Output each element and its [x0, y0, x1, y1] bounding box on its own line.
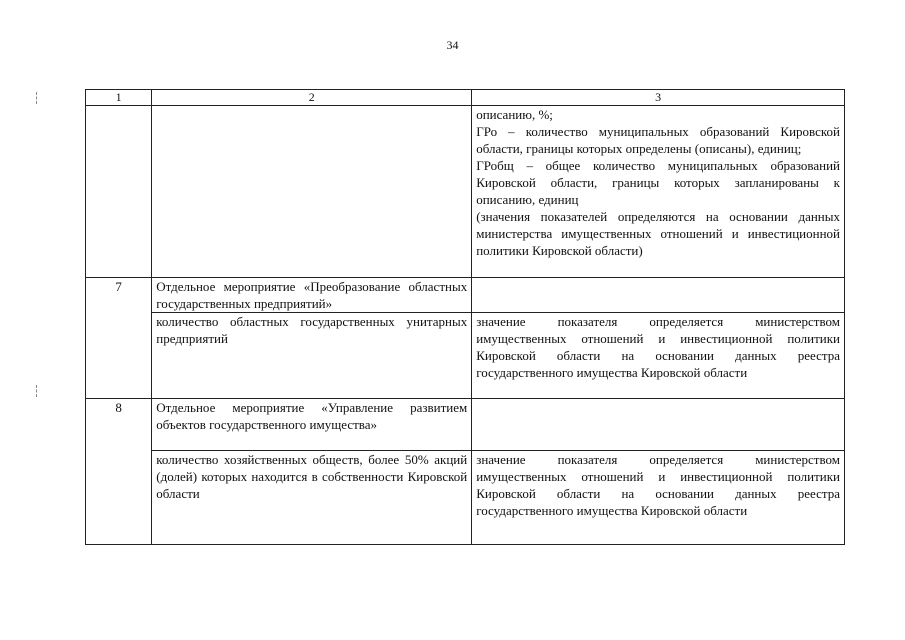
- table-row-8-indicator: [86, 451, 845, 545]
- column-header-1: 1: [86, 90, 152, 106]
- activity-cell-empty: [472, 399, 845, 451]
- column-header-2: 2: [152, 90, 472, 106]
- indicator-table: [85, 89, 845, 545]
- page-number: 34: [446, 38, 459, 52]
- continuation-line: (значения показателей определяются на основании данных министерства имущественных отношений и инвестиционной политики Кировской области): [476, 209, 840, 258]
- continuation-line: ГРобщ – общее количество муниципальных образований Кировской области, границы которых запланированы к описанию, единиц: [476, 158, 840, 207]
- margin-binding-mark-top: [36, 92, 38, 104]
- table-row-8-activity: [86, 399, 845, 451]
- table-row-continuation: [86, 106, 845, 278]
- activity-cell: Отдельное мероприятие «Управление развитием объектов государственного имущества»: [152, 399, 472, 451]
- activity-cell-empty: [472, 278, 845, 313]
- cell-activity-empty: [152, 106, 472, 278]
- table-row-7-activity: [86, 278, 845, 313]
- method-cell: значение показателя определяется министерством имущественных отношений и инвестиционной политики Кировской области на основании данных реестра государственного имущества Кировской области: [472, 313, 845, 399]
- activity-cell: Отдельное мероприятие «Преобразование областных государственных предприятий»: [152, 278, 472, 313]
- cell-number-empty: [86, 106, 152, 278]
- row-number: 7: [86, 278, 152, 399]
- indicator-cell: количество областных государственных унитарных предприятий: [152, 313, 472, 399]
- method-cell: значение показателя определяется министерством имущественных отношений и инвестиционной политики Кировской области на основании данных реестра государственного имущества Кировской области: [472, 451, 845, 545]
- row-number: 8: [86, 399, 152, 545]
- cell-continuation-text: [472, 106, 845, 278]
- continuation-line: ГРо – количество муниципальных образований Кировской области, границы которых определены (описаны), единиц;: [476, 124, 840, 156]
- continuation-line: описанию, %;: [476, 107, 553, 122]
- indicator-cell: количество хозяйственных обществ, более 50% акций (долей) которых находится в собственности Кировской области: [152, 451, 472, 545]
- column-header-3: 3: [472, 90, 845, 106]
- table-header-row: [86, 90, 845, 106]
- margin-binding-mark-bottom: [36, 385, 38, 397]
- table-row-7-indicator: [86, 313, 845, 399]
